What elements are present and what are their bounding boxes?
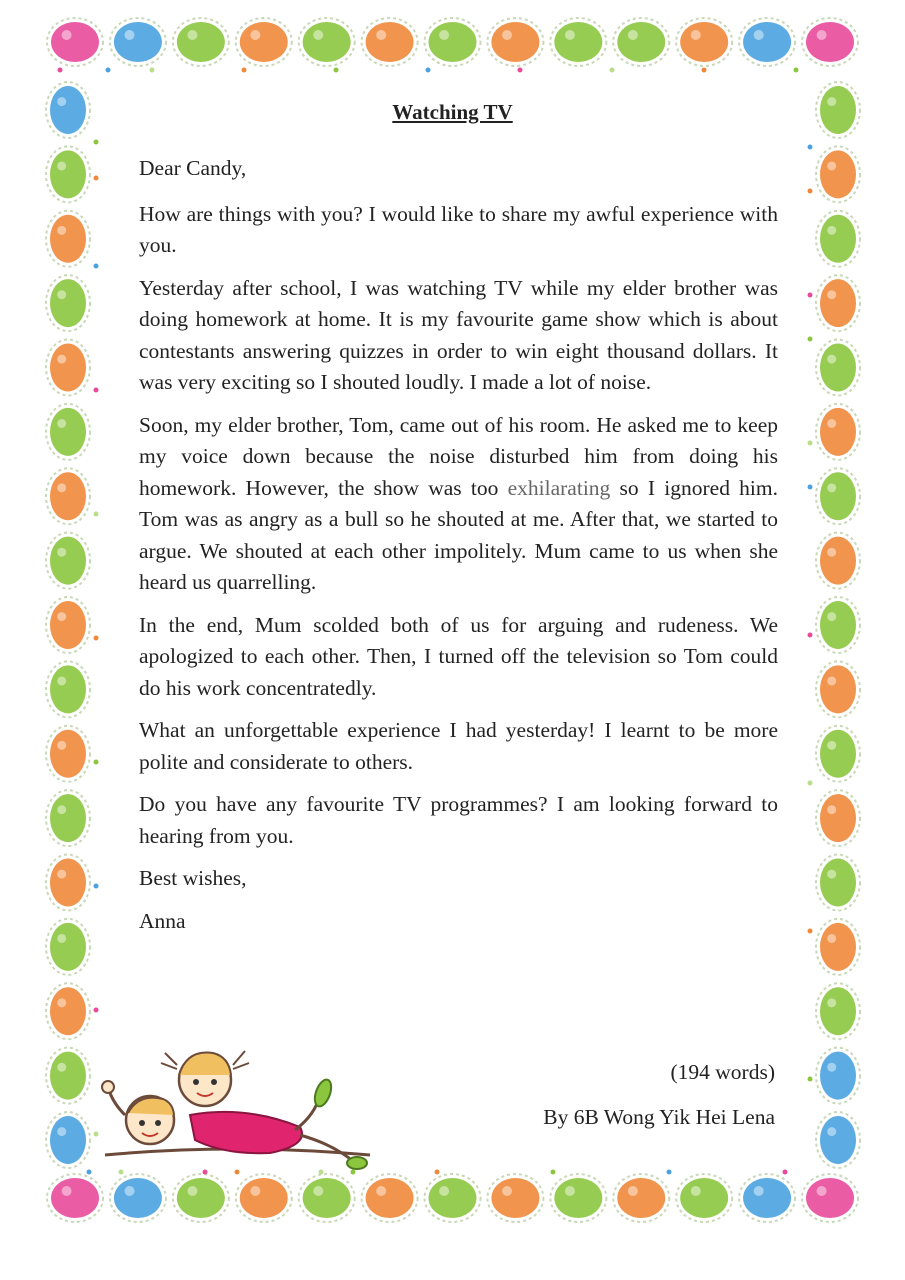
paragraph-4: In the end, Mum scolded both of us for arguing and rudeness. We apologized to each other. Then, I turned off the television so Tom could do his work concentratedly. xyxy=(139,612,778,700)
border-bubble xyxy=(46,146,90,202)
border-dot xyxy=(808,781,813,786)
border-bubble xyxy=(613,1174,669,1222)
border-bubble xyxy=(47,1174,103,1222)
border-bubble xyxy=(613,18,669,66)
border-bubble xyxy=(816,1048,860,1104)
border-bubble xyxy=(816,275,860,331)
border-bubble xyxy=(816,146,860,202)
border-dot xyxy=(94,884,99,889)
border-bubble xyxy=(46,790,90,846)
border-bubble xyxy=(236,1174,292,1222)
border-dot xyxy=(94,176,99,181)
two-children-lying-illustration xyxy=(95,1035,375,1175)
border-bubble xyxy=(550,1174,606,1222)
border-bubble xyxy=(46,468,90,524)
border-dot xyxy=(94,760,99,765)
border-bubble xyxy=(816,340,860,396)
border-bubble xyxy=(46,726,90,782)
border-dot xyxy=(808,633,813,638)
border-bubble xyxy=(425,18,481,66)
highlighted-word: exhilarating xyxy=(507,475,611,500)
border-bubble xyxy=(46,1048,90,1104)
paragraph-2: Yesterday after school, I was watching TV while my elder brother was doing homework at home. It is my favourite game show which is about contestants answering quizzes in order to win eight thousand dollars. It was very exciting so I shouted loudly. I made a lot of noise. xyxy=(139,275,778,394)
border-dot xyxy=(808,145,813,150)
border-dot xyxy=(783,1170,788,1175)
border-bubble xyxy=(46,211,90,267)
paragraph-1: How are things with you? I would like to share my awful experience with you. xyxy=(139,201,778,257)
border-dot xyxy=(58,68,63,73)
border-bubble xyxy=(236,18,292,66)
border-bubble xyxy=(816,919,860,975)
border-bubble xyxy=(46,275,90,331)
paragraph-5: What an unforgettable experience I had yesterday! I learnt to be more polite and considerate to others. xyxy=(139,718,778,774)
greeting: Dear Candy, xyxy=(139,156,247,180)
border-dot xyxy=(808,1077,813,1082)
border-bubble xyxy=(816,404,860,460)
border-bubble xyxy=(816,1112,860,1168)
border-bubble xyxy=(46,533,90,589)
border-bubble xyxy=(550,18,606,66)
border-dot xyxy=(610,68,615,73)
border-bubble xyxy=(47,18,103,66)
border-bubble xyxy=(46,919,90,975)
word-count: (194 words) xyxy=(670,1060,775,1084)
border-dot xyxy=(334,68,339,73)
border-bubble xyxy=(46,661,90,717)
border-bubble xyxy=(487,1174,543,1222)
border-dot xyxy=(94,388,99,393)
page-title: Watching TV xyxy=(392,100,513,124)
border-bubble xyxy=(816,211,860,267)
border-dot xyxy=(667,1170,672,1175)
border-dot xyxy=(94,512,99,517)
border-bubble xyxy=(362,18,418,66)
border-bubble xyxy=(816,983,860,1039)
border-bubble xyxy=(816,726,860,782)
border-dot xyxy=(808,189,813,194)
border-bubble xyxy=(676,1174,732,1222)
border-bubble xyxy=(173,18,229,66)
signature: Anna xyxy=(139,908,186,933)
border-bubble xyxy=(46,855,90,911)
border-bubble xyxy=(739,18,795,66)
border-dot xyxy=(808,485,813,490)
border-dot xyxy=(106,68,111,73)
border-bubble xyxy=(816,597,860,653)
border-bubble xyxy=(816,468,860,524)
border-dot xyxy=(702,68,707,73)
border-bubble xyxy=(816,661,860,717)
border-bubble xyxy=(299,18,355,66)
border-dot xyxy=(94,264,99,269)
byline: By 6B Wong Yik Hei Lena xyxy=(543,1105,775,1129)
border-dot xyxy=(808,929,813,934)
border-bubble xyxy=(676,18,732,66)
border-dot xyxy=(435,1170,440,1175)
border-dot xyxy=(794,68,799,73)
border-dot xyxy=(518,68,523,73)
border-bubble xyxy=(802,1174,858,1222)
paragraph-3 xyxy=(139,410,778,599)
border-dot xyxy=(808,337,813,342)
border-dot xyxy=(94,1008,99,1013)
closing: Best wishes, xyxy=(139,866,247,890)
border-bubble xyxy=(299,1174,355,1222)
border-dot xyxy=(242,68,247,73)
border-bubble xyxy=(110,18,166,66)
border-dot xyxy=(94,140,99,145)
border-bubble xyxy=(425,1174,481,1222)
paragraph-3-end: so I ignored him. Tom was as angry as a bull so he shouted at me. After that, we started to argue. We shouted at each other impolitely. Mum came to us when she heard us quarrelling. xyxy=(139,475,778,594)
border-bubble xyxy=(46,983,90,1039)
border-bubble xyxy=(802,18,858,66)
border-bubble xyxy=(110,1174,166,1222)
border-bubble xyxy=(816,790,860,846)
border-bubble xyxy=(46,597,90,653)
border-dot xyxy=(808,293,813,298)
border-bubble xyxy=(46,340,90,396)
border-bubble xyxy=(739,1174,795,1222)
border-dot xyxy=(94,636,99,641)
border-bubble xyxy=(46,1112,90,1168)
border-dot xyxy=(808,441,813,446)
border-dot xyxy=(551,1170,556,1175)
border-bubble xyxy=(816,533,860,589)
border-dot xyxy=(150,68,155,73)
paragraph-6: Do you have any favourite TV programmes? I am looking forward to hearing from you. xyxy=(139,792,778,848)
border-bubble xyxy=(46,404,90,460)
border-bubble xyxy=(487,18,543,66)
border-bubble xyxy=(173,1174,229,1222)
paragraph-3-start: Soon, my elder brother, Tom, came out of his room. He asked me to keep my voice down because the noise disturbed him from doing his homework. However, the show was too xyxy=(139,412,778,500)
border-dot xyxy=(87,1170,92,1175)
border-bubble xyxy=(362,1174,418,1222)
border-dot xyxy=(426,68,431,73)
border-bubble xyxy=(816,855,860,911)
letter-body xyxy=(139,153,778,948)
